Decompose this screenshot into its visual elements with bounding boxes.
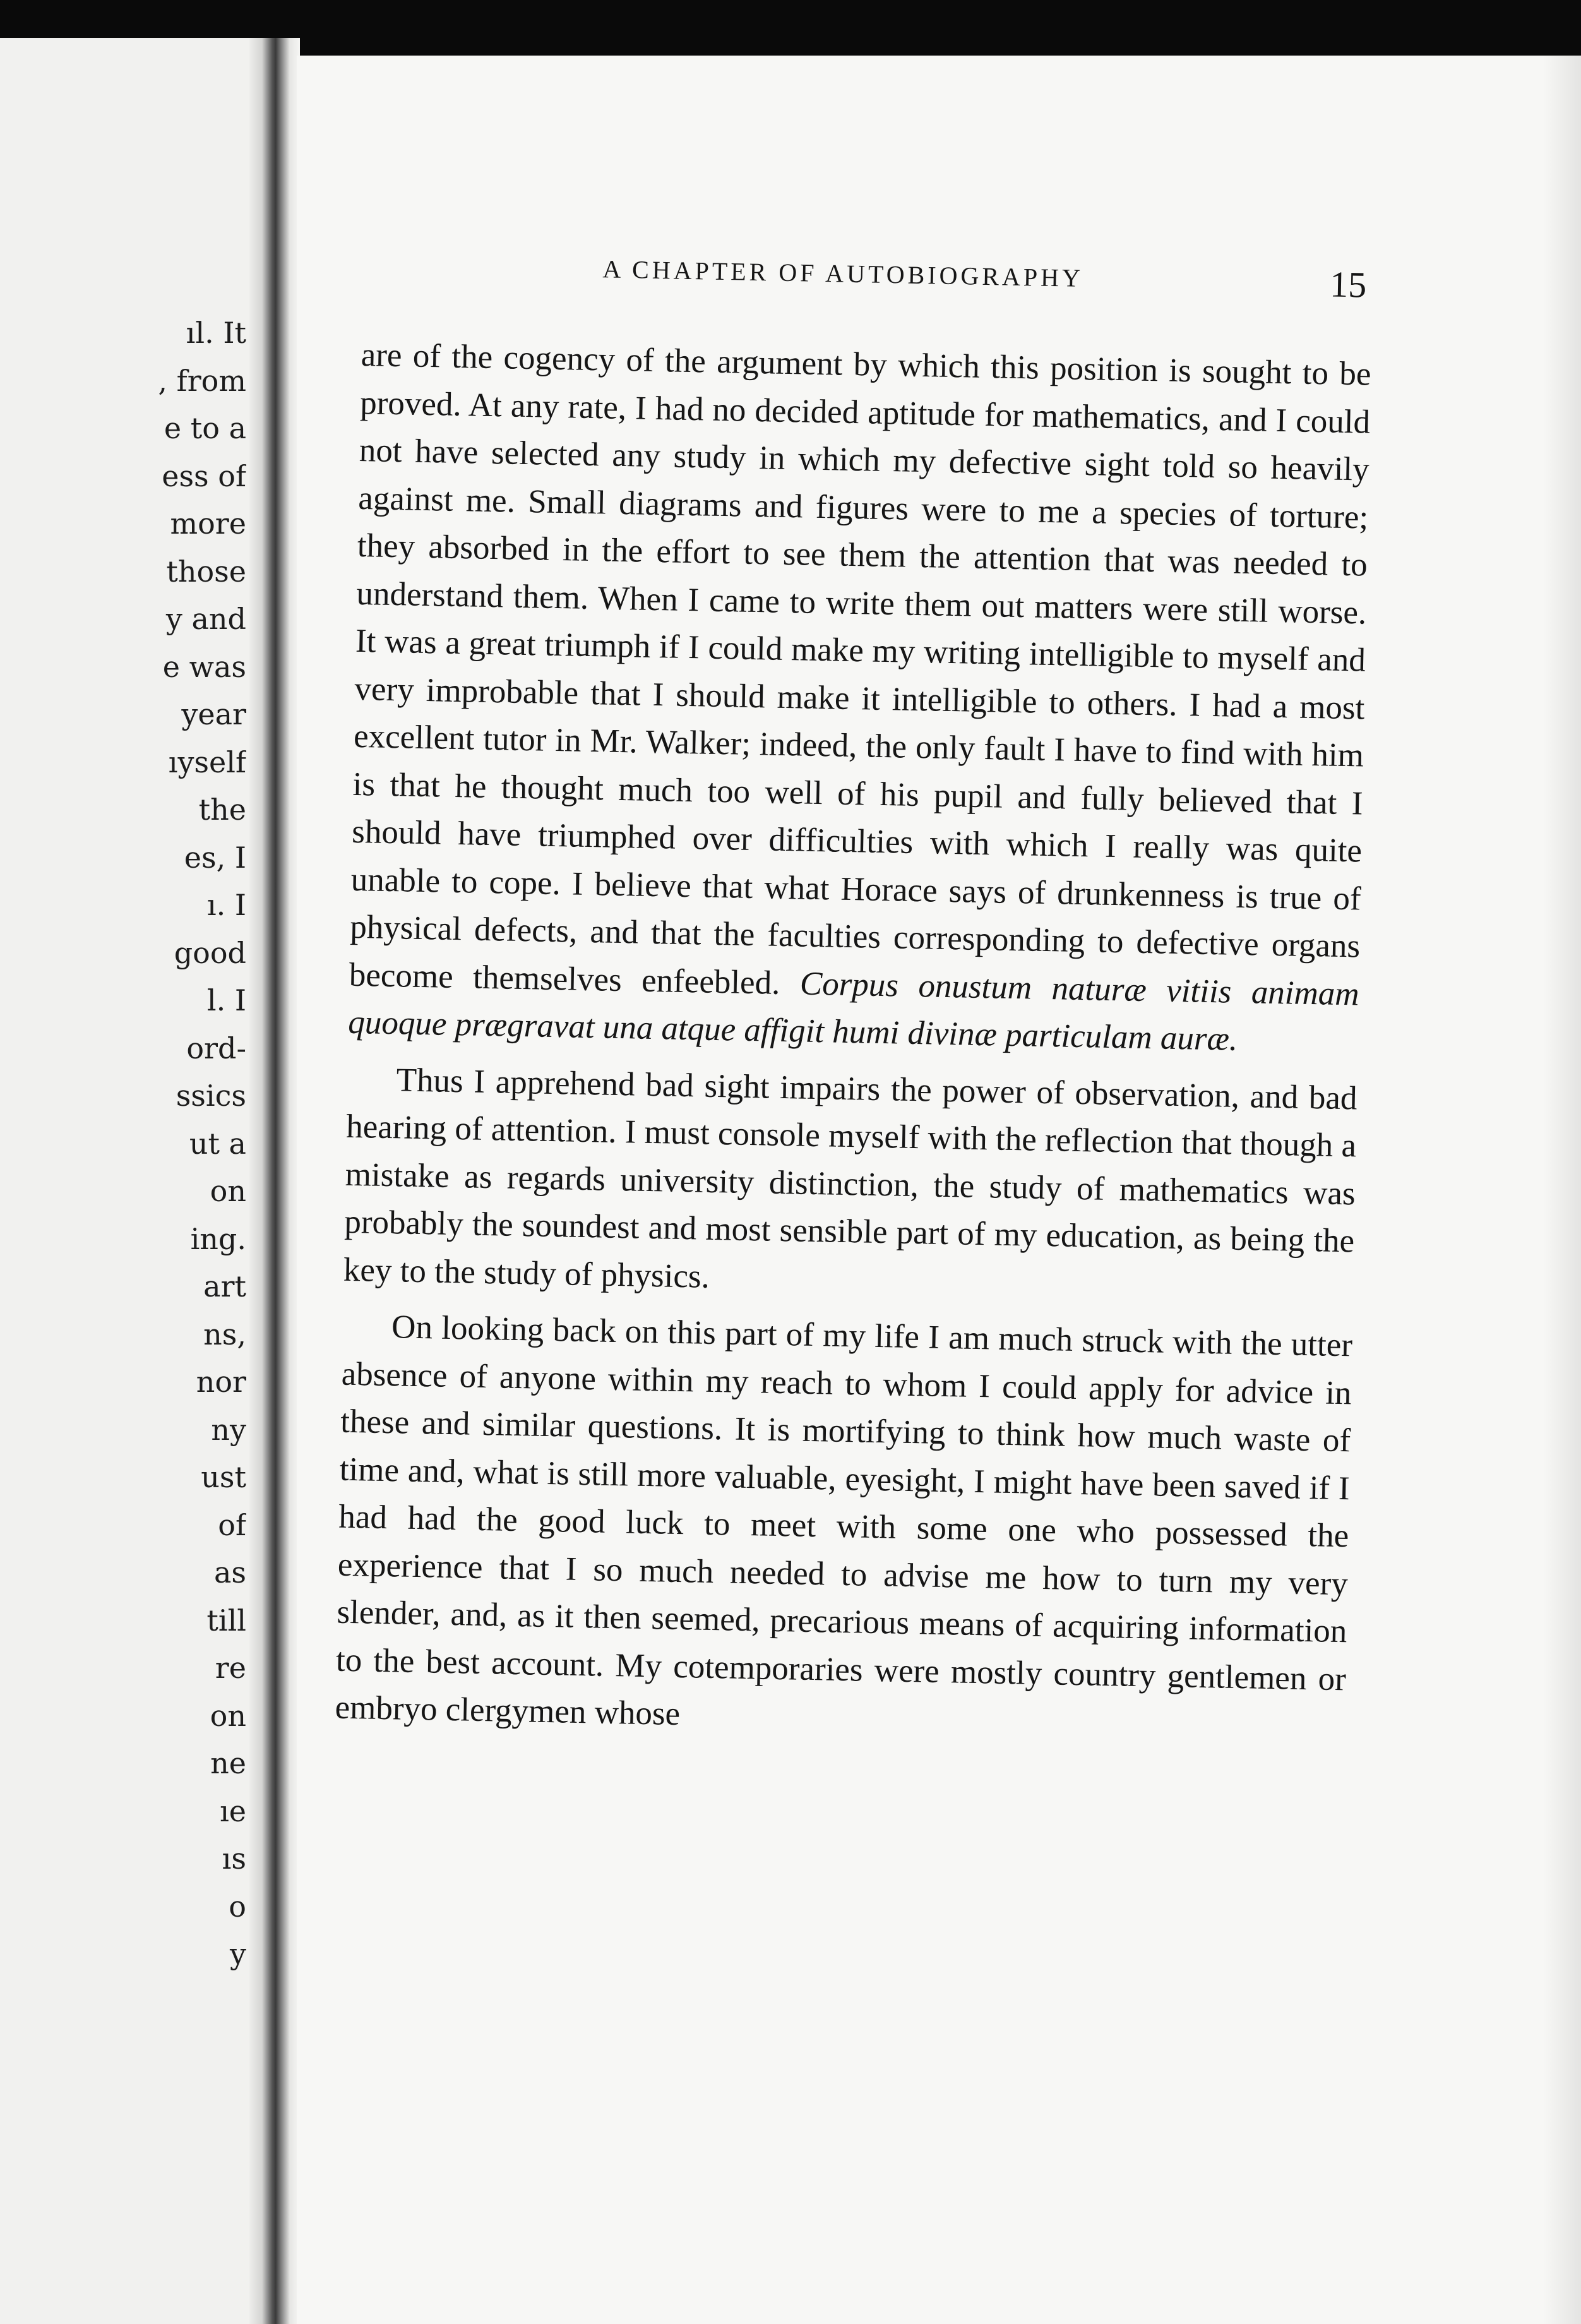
paragraph-continued	[348, 332, 1371, 1066]
left-line: more	[170, 506, 246, 541]
left-line: e was	[162, 649, 246, 684]
left-line: es, I	[184, 840, 246, 875]
left-line: art	[203, 1269, 246, 1303]
left-line: nor	[196, 1365, 246, 1399]
paragraph	[335, 1303, 1353, 1751]
left-line: ns,	[203, 1317, 246, 1351]
latin-quotation: Corpus onustum naturæ vitiis animam quoque prægravat una atque affigit humi divinæ particulam auræ.	[347, 965, 1360, 1058]
left-line: ny	[211, 1412, 246, 1447]
left-line: on	[210, 1698, 246, 1733]
left-line: ıs	[222, 1842, 246, 1876]
paragraph-text: On looking back on this part of my life I am much struck with the utter absence of anyone within my reach to whom I could apply for advice in these and similar questions. It is mortifying to think how much waste of time and, what is still more valuable, eyesight, I might have been saved if I had had the good luck to meet with some one who possessed the experience that I so much needed to advise me how to turn my very slender, and, as it then seemed, precarious means of acquiring information to the best account. My cotemporaries were mostly country gentlemen or embryo clergymen whose	[335, 1309, 1353, 1733]
left-line: e to a	[164, 411, 246, 445]
left-line: ıl. It	[186, 316, 246, 350]
page-number: 15	[1329, 263, 1367, 306]
left-line: year	[181, 697, 246, 731]
left-line: those	[166, 554, 246, 589]
left-line: o	[229, 1889, 246, 1924]
left-line: ne	[210, 1746, 246, 1780]
left-line: , from	[158, 363, 246, 398]
left-line: ing.	[190, 1221, 246, 1256]
left-line: ut a	[189, 1126, 246, 1161]
left-line: as	[213, 1555, 246, 1590]
paragraph	[343, 1055, 1357, 1313]
body-text	[335, 332, 1371, 1751]
left-line: ı. I	[206, 888, 246, 922]
left-line: ssics	[176, 1079, 246, 1113]
left-line: till	[206, 1603, 246, 1638]
left-line: ust	[201, 1460, 246, 1494]
left-line: good	[174, 935, 246, 970]
left-line: ord-	[186, 1031, 246, 1065]
left-line: y	[230, 1937, 246, 1971]
left-line: on	[210, 1174, 246, 1208]
left-line: of	[218, 1507, 246, 1542]
left-page-text	[0, 309, 246, 1979]
paragraph-text: Thus I apprehend bad sight impairs the power of observation, and bad hearing of attention. I must console myself with the reflection that though a mistake as regards university distinction, the study of mathematics was probably the soundest and most sensible part of my education, as being the key to the study of physics.	[343, 1061, 1358, 1295]
right-page-text	[335, 249, 1373, 1751]
running-head-title: A CHAPTER OF AUTOBIOGRAPHY	[602, 255, 1084, 292]
left-line: l. I	[206, 983, 246, 1017]
left-line: re	[215, 1651, 246, 1685]
paragraph-text: are of the cogency of the argument by which this position is sought to be proved. At any rate, I had no decided aptitude for mathematics, and I could not have selected any study in which my defective sight told so heavily against me. Small diagrams and figures were to me a species of torture; they absorbed in the effort to see them the attention that was needed to understand them. When I came to write them out matters were still worse. It was a great triumph if I could make my writing intelligible to myself and very improbable that I should make it intelligible to others. I had a most excellent tutor in Mr. Walker; indeed, the only fault I have to find with him is that he thought much too well of his pupil and fully believed that I should have triumphed over difficulties with which I really was quite unable to cope. I believe that what Horace says of drunkenness is true of physical defects, and that the faculties corresponding to defective organs become themselves enfeebled.	[349, 336, 1372, 1002]
left-line: ess of	[162, 458, 246, 493]
left-line: the	[198, 793, 246, 827]
left-line: ıyself	[168, 745, 246, 779]
left-facing-page	[0, 38, 253, 2324]
book-gutter	[249, 38, 300, 2324]
left-line: ıe	[220, 1794, 246, 1828]
left-line: y and	[165, 602, 246, 636]
page-edge-shadow	[1543, 56, 1581, 2324]
